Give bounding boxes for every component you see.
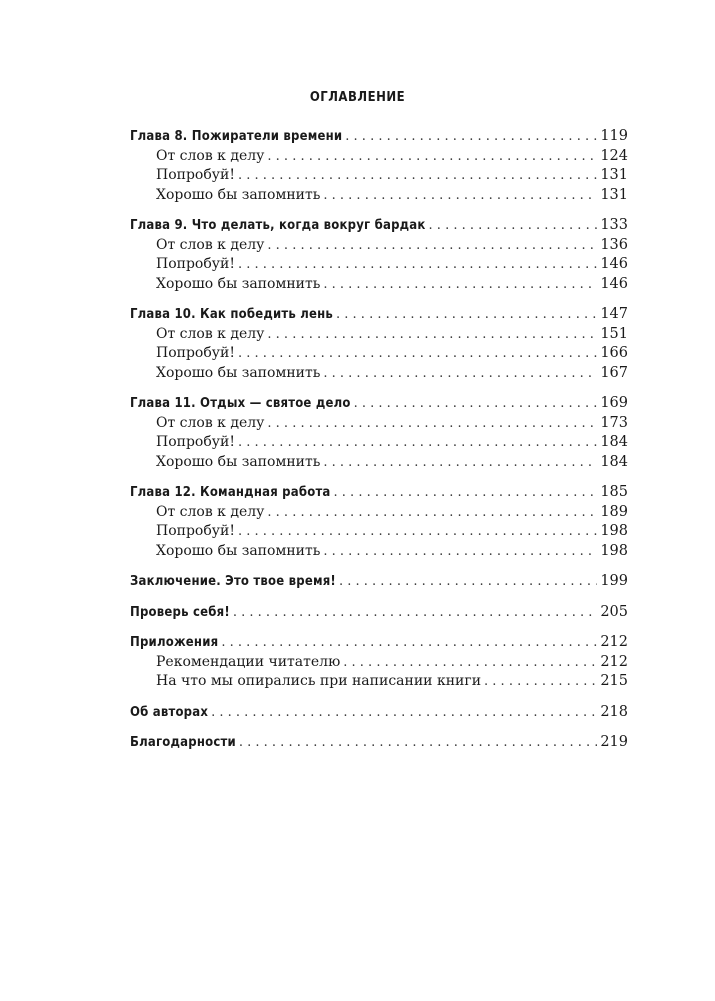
dot-leader <box>343 653 597 673</box>
toc-group <box>130 216 628 294</box>
toc-subentry[interactable] <box>130 522 628 542</box>
page-number: 169 <box>600 395 628 411</box>
toc-subentry[interactable] <box>130 344 628 364</box>
toc-subentry[interactable] <box>130 255 628 275</box>
chapter-title: Об авторах <box>130 704 209 720</box>
dot-leader <box>484 672 597 692</box>
toc-subentry[interactable] <box>130 325 628 345</box>
page-number: 131 <box>600 167 628 183</box>
chapter-title: Проверь себя! <box>130 604 230 620</box>
subentry-title: От слов к делу <box>156 414 265 431</box>
subentry-title: Рекомендации читателю <box>156 653 341 670</box>
page-title: ОГЛАВЛЕНИЕ <box>309 90 406 105</box>
page-number: 212 <box>600 653 628 670</box>
dot-leader <box>336 305 597 325</box>
page-number: 173 <box>600 414 628 431</box>
dot-leader <box>339 572 597 592</box>
toc-chapter-entry[interactable] <box>130 305 628 325</box>
chapter-title: Глава 11. Отдых — святое дело <box>130 396 351 411</box>
chapter-title: Глава 10. Как победить лень <box>130 307 334 322</box>
subentry-title: От слов к делу <box>156 325 265 342</box>
page-number: 189 <box>600 503 628 520</box>
dot-leader <box>211 703 597 723</box>
chapter-title: Заключение. Это твое время! <box>130 574 336 589</box>
subentry-title: От слов к делу <box>156 236 265 253</box>
toc-subentry[interactable] <box>130 672 628 692</box>
toc-subentry[interactable] <box>130 275 628 295</box>
page-number: 131 <box>600 186 628 203</box>
toc-subentry[interactable] <box>130 542 628 562</box>
toc-chapter-entry[interactable] <box>130 733 628 753</box>
toc-subentry[interactable] <box>130 414 628 434</box>
dot-leader <box>323 542 597 562</box>
subentry-title: Хорошо бы запомнить <box>156 542 321 559</box>
page-number: 146 <box>600 256 628 272</box>
subentry-title: Попробуй! <box>156 523 235 539</box>
dot-leader <box>238 344 597 364</box>
page-number: 219 <box>600 734 628 750</box>
toc-subentry[interactable] <box>130 236 628 256</box>
subentry-title: Хорошо бы запомнить <box>156 275 321 292</box>
page-number: 133 <box>600 217 628 233</box>
subentry-title: Хорошо бы запомнить <box>156 364 321 381</box>
page-number: 167 <box>600 364 628 381</box>
page-number: 212 <box>600 634 628 650</box>
subentry-title: Попробуй! <box>156 345 235 361</box>
chapter-title: Глава 8. Пожиратели времени <box>130 129 343 144</box>
toc-chapter-entry[interactable] <box>130 703 628 723</box>
dot-leader <box>323 186 597 206</box>
page-number: 218 <box>600 703 628 720</box>
dot-leader <box>429 216 598 236</box>
subentry-title: На что мы опирались при написании книги <box>156 673 482 689</box>
chapter-title: Глава 9. Что делать, когда вокруг бардак <box>130 218 426 233</box>
page-number: 119 <box>600 128 628 144</box>
toc-chapter-entry[interactable] <box>130 394 628 414</box>
dot-leader <box>238 255 597 275</box>
page-number: 166 <box>600 345 628 361</box>
toc-subentry[interactable] <box>130 166 628 186</box>
page-number: 147 <box>600 306 628 322</box>
dot-leader <box>267 414 597 434</box>
dot-leader <box>239 733 597 753</box>
toc-subentry[interactable] <box>130 364 628 384</box>
table-of-contents <box>130 127 628 764</box>
dot-leader <box>221 633 597 653</box>
toc-subentry[interactable] <box>130 186 628 206</box>
toc-chapter-entry[interactable] <box>130 572 628 592</box>
dot-leader <box>323 364 597 384</box>
toc-group <box>130 127 628 205</box>
subentry-title: Хорошо бы запомнить <box>156 186 321 203</box>
dot-leader <box>267 325 597 345</box>
subentry-title: Попробуй! <box>156 434 235 450</box>
page-number: 199 <box>600 573 628 589</box>
dot-leader <box>267 147 597 167</box>
dot-leader <box>238 522 597 542</box>
page-number: 124 <box>600 147 628 164</box>
page-number: 205 <box>600 603 628 620</box>
dot-leader <box>267 236 597 256</box>
chapter-title: Глава 12. Командная работа <box>130 485 331 500</box>
dot-leader <box>354 394 598 414</box>
toc-chapter-entry[interactable] <box>130 127 628 147</box>
page-number: 184 <box>600 434 628 450</box>
subentry-title: Попробуй! <box>156 256 235 272</box>
toc-subentry[interactable] <box>130 503 628 523</box>
toc-group <box>130 483 628 561</box>
toc-chapter-entry[interactable] <box>130 603 628 623</box>
toc-group <box>130 633 628 692</box>
page-number: 198 <box>600 523 628 539</box>
toc-chapter-entry[interactable] <box>130 483 628 503</box>
subentry-title: От слов к делу <box>156 147 265 164</box>
subentry-title: Хорошо бы запомнить <box>156 453 321 470</box>
toc-chapter-entry[interactable] <box>130 633 628 653</box>
dot-leader <box>334 483 598 503</box>
page-number: 184 <box>600 453 628 470</box>
dot-leader <box>323 453 597 473</box>
page-number: 136 <box>600 236 628 253</box>
chapter-title: Приложения <box>130 635 219 650</box>
page-number: 185 <box>600 484 628 500</box>
dot-leader <box>267 503 597 523</box>
page-number: 215 <box>600 673 628 689</box>
dot-leader <box>238 433 597 453</box>
dot-leader <box>323 275 597 295</box>
toc-chapter-entry[interactable] <box>130 216 628 236</box>
toc-group <box>130 703 628 723</box>
chapter-title: Благодарности <box>130 735 236 750</box>
dot-leader <box>345 127 597 147</box>
toc-subentry[interactable] <box>130 433 628 453</box>
toc-group <box>130 572 628 592</box>
toc-subentry[interactable] <box>130 453 628 473</box>
toc-group <box>130 733 628 753</box>
dot-leader <box>233 603 597 623</box>
toc-subentry[interactable] <box>130 653 628 673</box>
subentry-title: Попробуй! <box>156 167 235 183</box>
toc-group <box>130 305 628 383</box>
toc-group <box>130 394 628 472</box>
toc-subentry[interactable] <box>130 147 628 167</box>
toc-group <box>130 603 628 623</box>
page-number: 198 <box>600 542 628 559</box>
page-number: 146 <box>600 275 628 292</box>
dot-leader <box>238 166 597 186</box>
page-number: 151 <box>600 325 628 342</box>
subentry-title: От слов к делу <box>156 503 265 520</box>
